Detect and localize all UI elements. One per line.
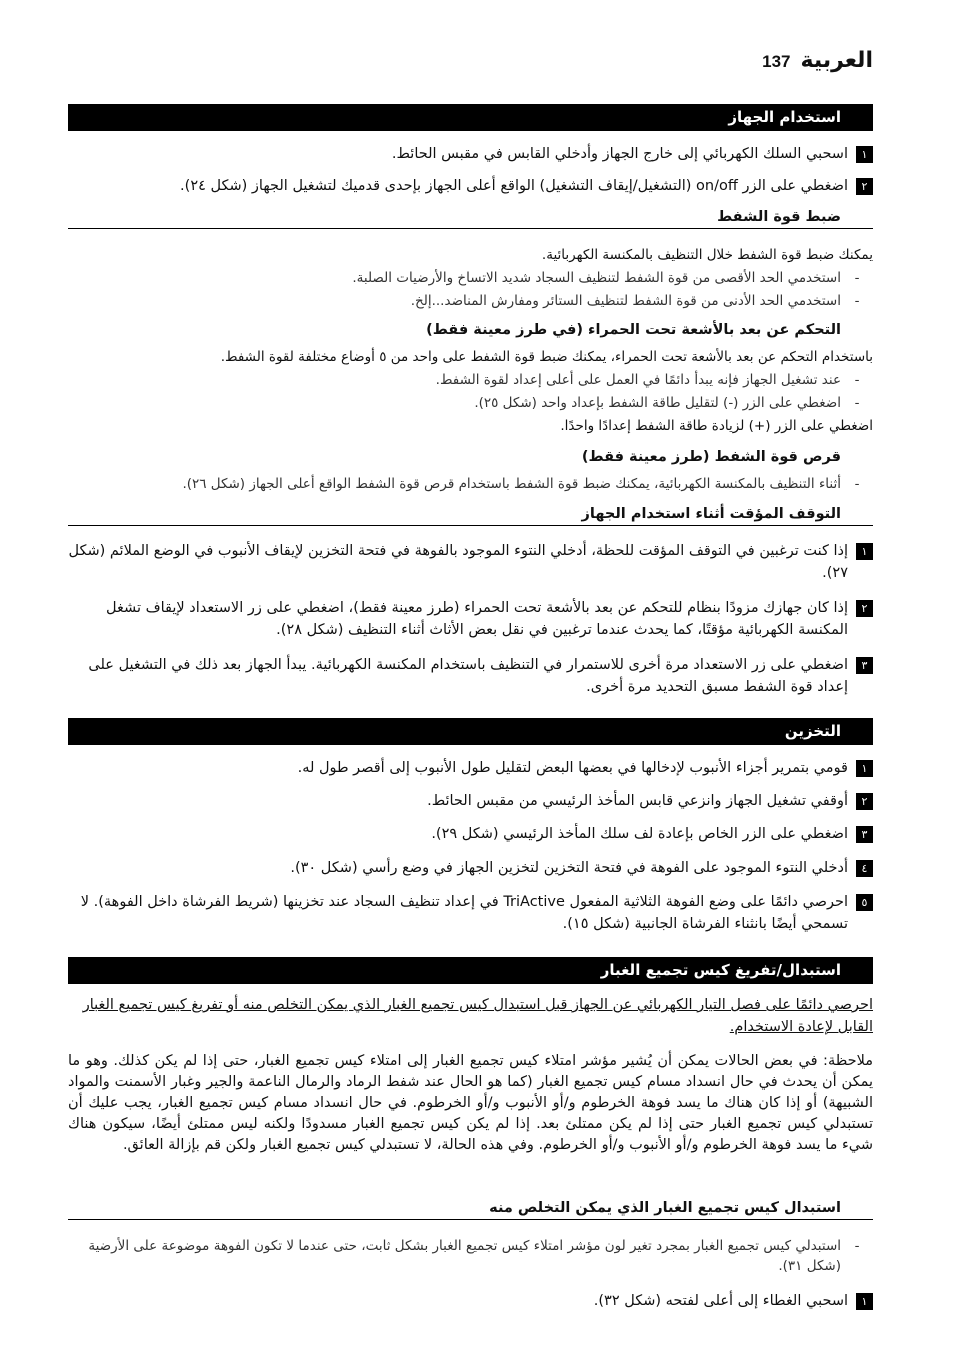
step-number: ٣ xyxy=(856,826,873,843)
page-header xyxy=(762,48,873,73)
step-number: ٣ xyxy=(856,657,873,674)
step-number: ١ xyxy=(856,146,873,163)
step-storage-4: ٤ أدخلي النتوء الموجود على الفوهة في فتحة التخزين لتخزين الجهاز في وضع رأسي (شكل ٣٠). xyxy=(68,857,873,879)
section-heading-dustbag: استبدال/تفريغ كيس تجميع الغبار xyxy=(68,957,873,984)
step-number: ٢ xyxy=(856,600,873,617)
page-number: 137 xyxy=(762,52,791,71)
dustbag-note: ملاحظة: في بعض الحالات يمكن أن يُشير مؤشر امتلاء كيس تجميع الغبار إلى امتلاء كيس تجميع الغبار، حتى إذا لم يكن كذلك. وهو ما يمكن أن يحدث في حال انسداد مسام كيس تجميع الغبار (كما هو الحال عند شفط الرماد والرمال الناعمة والجير وغبار الأسمنت والمواد الشبيهة) أو إذا كان هناك ما يسد فوهة الخرطوم و/أو الأنبوب و/أو الخرطوم. في حال انسداد مسام كيس تجميع الغبار، يجب عليك أن تستبدلي كيس تجميع الغبار حتى إذا لم يكن ممتلئ بعد. إذا لم يكن كيس تجميع الغبار مسدودًا ولكنه ليس ممتلئ أيضًا، سيكون هناك شيء ما يسد فوهة الخرطوم و/أو الأنبوب و/أو الخرطوم. وفي هذه الحالة، لا تستبدلي كيس تجميع الغبار ولكن قم بإزالة العائق. xyxy=(68,1053,873,1153)
remote-outro: اضغطي على الزر (+) لزيادة طاقة الشفط إعدادًا واحدًا. xyxy=(560,418,873,434)
step-number: ٥ xyxy=(856,894,873,911)
step-pause-1: ١ إذا كنت ترغبين في التوقف المؤقت للحظة، أدخلي النتوء الموجود بالفوهة في فتحة التخزين لإيقاف الأنبوب في الوضع الملائم (شكل ٢٧). xyxy=(68,540,873,584)
step-pause-2: ٢ إذا كان جهازك مزودًا بنظام للتحكم عن بعد بالأشعة تحت الحمراء (طرز معينة فقط)، اضغطي على زر الاستعداد لإيقاف تشغل المكنسة الكهربائية مؤقتًا، كما يحدث عندما ترغبين في نقل بعض الأثاث أثناء التنظيف (شكل ٢٨). xyxy=(68,597,873,641)
language-title: العربية xyxy=(800,48,873,73)
subheading-disposable: استبدال كيس تجميع الغبار الذي يمكن التخلص منه xyxy=(68,1200,873,1220)
step-use-1: ١ اسحبي السلك الكهربائي إلى خارج الجهاز وأدخلي القابس في مقبس الحائط. xyxy=(68,143,873,165)
remote-bullet-1: - عند تشغيل الجهاز فإنه يبدأ دائمًا في العمل على أعلى إعداد لقوة الشفط. xyxy=(435,372,860,388)
step-storage-5: ٥ احرصي دائمًا على وضع الفوهة الثلاثية المفعول TriActive في إعداد تنظيف السجاد عند تخزينها (شريط الفرشاة داخل الفوهة). لا تسمحي أيضًا بانثناء الفرشاة الجانبية (شكل ١٥). xyxy=(68,891,873,935)
step-pause-3: ٣ اضغطي على زر الاستعداد مرة أخرى للاستمرار في التنظيف باستخدام المكنسة الكهربائية. يبدأ الجهاز بعد ذلك في التشغيل على إعداد قوة الشفط مسبق التحديد مرة أخرى. xyxy=(68,654,873,698)
subheading-suction: ضبط قوة الشفط xyxy=(68,209,873,229)
subheading-disc: قرص قوة الشفط (طرز معينة فقط) xyxy=(581,449,841,465)
step-disposable-1: ١ اسحبي الغطاء إلى أعلى لفتحه (شكل ٣٢). xyxy=(68,1290,873,1312)
section-heading-storage: التخزين xyxy=(68,718,873,745)
subheading-remote: التحكم عن بعد بالأشعة تحت الحمراء (في طرز معينة فقط) xyxy=(426,322,841,338)
dustbag-warning: احرصي دائمًا على فصل التيار الكهربائي عن الجهاز قبل استبدال كيس تجميع الغبار الذي يمكن التخلص منه أو تفريغ كيس تجميع الغبار القابل لإعادة الاستخدام. xyxy=(82,997,873,1035)
step-storage-1: ١ قومي بتمرير أجزاء الأنبوب لإدخالها في بعضها البعض لتقليل طول الأنبوب إلى أقصر طول له. xyxy=(68,757,873,779)
section-heading-use: استخدام الجهاز xyxy=(68,104,873,131)
step-use-2: ٢ اضغطي على الزر on/off (التشغيل/إيقاف التشغيل) الواقع أعلى الجهاز بإحدى قدميك لتشغيل الجهاز (شكل ٢٤). xyxy=(68,175,873,197)
disposable-bullet-1: - استبدلي كيس تجميع الغبار بمجرد تغير لون مؤشر امتلاء كيس تجميع الغبار بشكل ثابت، حتى عندما لا تكون الفوهة موضوعة على الأرضية (شكل ٣١). xyxy=(88,1238,860,1274)
suction-bullet-1: - استخدمي الحد الأقصى من قوة الشفط لتنظيف السجاد شديد الاتساخ والأرضيات الصلبة. xyxy=(352,270,860,286)
step-number: ١ xyxy=(856,1293,873,1310)
step-number: ٢ xyxy=(856,793,873,810)
remote-intro: باستخدام التحكم عن بعد بالأشعة تحت الحمراء، يمكنك ضبط قوة الشفط على واحد من ٥ أوضاع مختلفة لقوة الشفط. xyxy=(220,349,873,365)
remote-bullet-2: - اضغطي على الزر (-) لتقليل طاقة الشفط بإعداد واحد (شكل ٢٥). xyxy=(474,395,860,411)
step-number: ١ xyxy=(856,760,873,777)
step-number: ١ xyxy=(856,543,873,560)
subheading-pause: التوقف المؤقت أثناء استخدام الجهاز xyxy=(68,506,873,526)
disc-bullet-1: - أثناء التنظيف بالمكنسة الكهربائية، يمكنك ضبط قوة الشفط باستخدام قرص قوة الشفط الواقع أعلى الجهاز (شكل ٢٦). xyxy=(182,476,860,492)
step-storage-3: ٣ اضغطي على الزر الخاص بإعادة لف سلك المأخذ الرئيسي (شكل ٢٩). xyxy=(68,823,873,845)
suction-intro: يمكنك ضبط قوة الشفط خلال التنظيف بالمكنسة الكهربائية. xyxy=(541,247,873,263)
step-number: ٤ xyxy=(856,860,873,877)
step-number: ٢ xyxy=(856,178,873,195)
step-storage-2: ٢ أوقفي تشغيل الجهاز وانزعي قابس المأخذ الرئيسي من مقبس الحائط. xyxy=(68,790,873,812)
suction-bullet-2: - استخدمي الحد الأدنى من قوة الشفط لتنظيف الستائر ومفارش المناضد...إلخ. xyxy=(410,293,860,309)
